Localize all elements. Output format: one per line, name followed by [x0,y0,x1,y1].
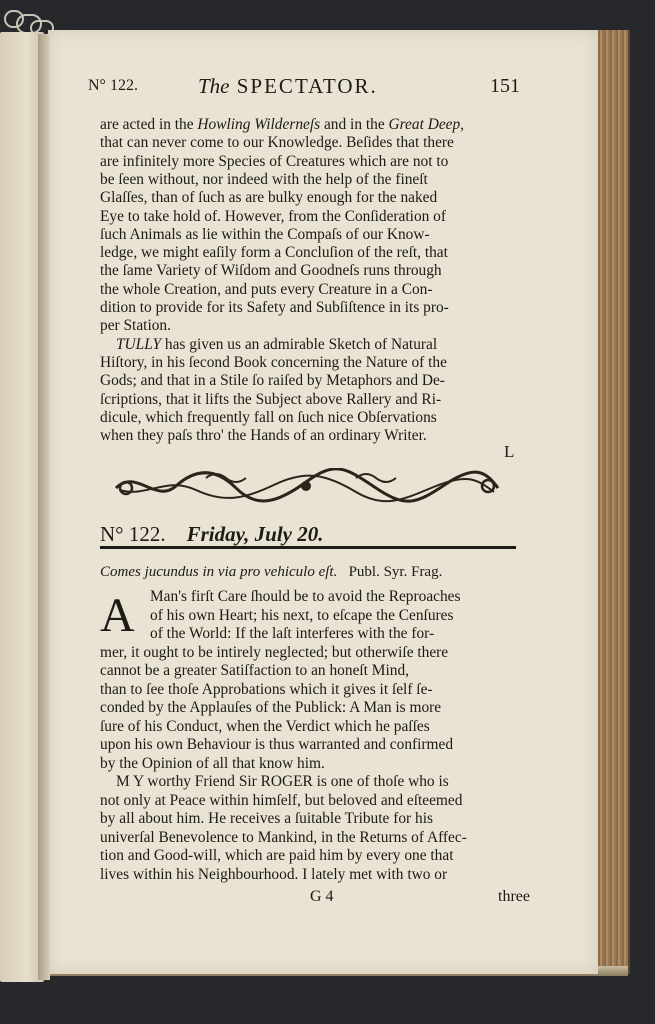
text-line: univerſal Benevolence to Mankind, in the Returns of Affec- [100,828,467,846]
signature-mark: G 4 [310,888,334,905]
header-issue-number: N° 122. [88,77,138,94]
text-line: by the Opinion of all that know him. [100,754,325,772]
text-line: conded by the Applauſes of the Publick: A Man is more [100,699,442,716]
text-line: Glaſſes, than of ſuch as are bulky enough for the naked [100,189,438,207]
text-line: are acted in the Howling Wilderneſs and in the Great Deep, [100,116,465,133]
text-line: ſure of his Conduct, when the Verdict which he paſſes [100,717,430,735]
ornamental-divider-icon [106,468,506,504]
paper-heading [100,522,323,547]
header-title-main: SPECTATOR. [236,74,378,98]
text-line: the whole Creation, and puts every Creature in a Con- [100,280,433,298]
text-line: cannot be a greater Satiſfaction to an honeſt Mind, [100,662,409,679]
author-signature-letter: L [504,442,515,461]
text-line: of the World: If the laſt interferes with the for- [150,625,435,642]
text-line: of his own Heart; his next, to eſcape the Cenſures [150,606,454,624]
text-line: that can never come to our Knowledge. Beſides that there [100,134,454,152]
catchword: three [498,888,530,905]
text-line: Eye to take hold of. However, from the Conſideration of [100,207,447,225]
text-line: upon his own Behaviour is thus warranted and confirmed [100,736,454,753]
text-line: per Station. [100,317,171,335]
text-line: ſcriptions, that it lifts the Subject above Rallery and Ri- [100,390,442,408]
paper-motto [100,564,442,581]
motto-source: Publ. Syr. Frag. [348,564,443,580]
text-line: Hiſtory, in his ſecond Book concerning the Nature of the [100,353,447,371]
header-title-prefix: The [198,74,230,98]
text-line: by all about him. He receives a ſuitable Tribute for his [100,810,433,827]
text-line: when they paſs thro' the Hands of an ordinary Writer. [100,427,427,445]
text-line: tion and Good-will, which are paid him by every one that [100,847,454,864]
text-line: dicule, which frequently fall on ſuch nice Obſervations [100,408,437,426]
text-line: M Y worthy Friend Sir ROGER is one of thoſe who is [116,773,449,790]
text-line: lives within his Neighbourhood. I lately met with two or [100,865,448,883]
text-line: mer, it ought to be intirely neglected; but otherwiſe there [100,643,449,661]
text-line: ledge, we might eaſily form a Concluſion of the reſt, that [100,244,448,262]
drop-cap: A [100,589,135,642]
text-line: not only at Peace within himſelf, but beloved and eſteemed [100,791,463,809]
motto-latin: Comes jucundus in via pro vehiculo eſt. [100,564,338,580]
header-title [198,74,378,99]
running-header [88,74,520,104]
paper-date: Friday, July 20. [186,522,324,546]
text-line: Gods; and that in a Stile ſo raiſed by Metaphors and De- [100,372,445,390]
text-line: ſuch Animals as lie within the Compaſs of our Know- [100,225,430,243]
text-line: TULLY has given us an admirable Sketch of Natural [116,335,438,353]
text-line: dition to provide for its Safety and Subſiſtence in its pro- [100,299,449,316]
text-line: than to ſee thoſe Approbations which it gives it ſelf ſe- [100,680,433,698]
text-line: the ſame Variety of Wiſdom and Goodneſs runs through [100,262,442,280]
text-line: Man's firſt Care ſhould be to avoid the Reproaches [150,588,461,605]
paper-number: N° 122. [100,522,166,546]
page-number: 151 [490,75,520,97]
heading-rule [100,546,516,549]
text-line: be ſeen without, nor indeed with the help of the fineſt [100,170,428,188]
book-gutter [38,34,50,980]
text-line: are infinitely more Species of Creatures which are not to [100,152,449,170]
